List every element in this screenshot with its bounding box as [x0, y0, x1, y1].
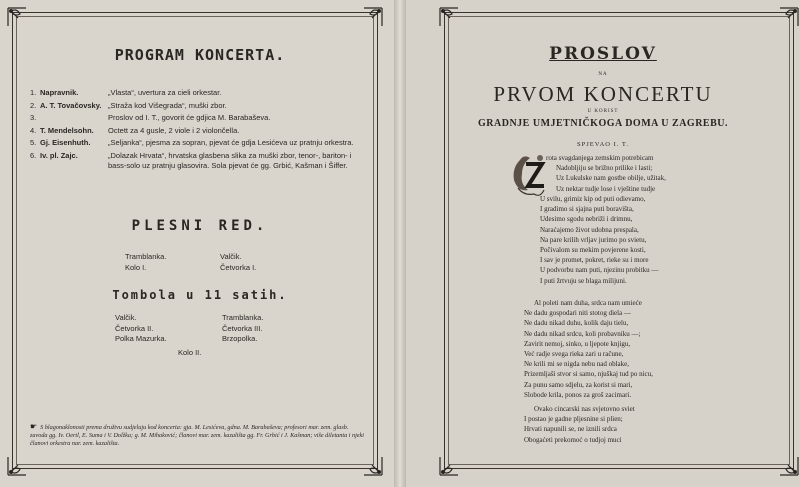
dances-before-col1: [125, 252, 166, 273]
poem-stanza-1: [546, 153, 666, 194]
ornament-corner-icon: [362, 6, 384, 28]
program-item: [30, 113, 360, 124]
poem-line: Slobode krila, ponos za groš zacimari.: [524, 390, 632, 399]
poem-line: Al poleti nam duha, srdca nam umieće: [534, 299, 642, 307]
program-item: [30, 126, 360, 137]
dance-item: Četvorka I.: [220, 262, 257, 272]
program-item: [30, 151, 360, 172]
program-num: 5.: [30, 138, 37, 147]
dance-item: Kolo I.: [125, 262, 147, 272]
page-fold: [394, 0, 406, 487]
poem-line: Udesimo sgodu nebriži i drimnu,: [540, 215, 633, 224]
dance-item: Polka Mazurka.: [115, 334, 167, 343]
program-work: Proslov od I. T., govorit će gdjica M. Barabaševa.: [108, 113, 271, 122]
dance-item: Četvorka III.: [222, 323, 263, 333]
program-work: „Dolazak Hrvata“, hrvatska glasbena slika za muški zbor, tenor-, bariton- i bass-solo uz pratnju glasovira. Sola pjevat će gg. Grbić, Kašman i Šiffer.: [108, 150, 352, 170]
ornament-corner-icon: [6, 6, 28, 28]
poem-line: Već radje svega rieka zari u račune,: [524, 350, 624, 359]
cause-title: GRADNJE UMJETNIČKOGA DOMA U ZAGREBU.: [478, 118, 728, 129]
program-work: „Vlasta“, uvertura za cieli orkestar.: [108, 88, 222, 97]
poem-line: U podvorbu nam puti, njezinu probitku —: [540, 266, 659, 275]
poem-line: Obogaćeti prekomoć o tudjoj muci: [524, 435, 622, 444]
poem-line: Hrvati napunili se, ne iznili srdca: [524, 425, 617, 434]
poem-line: Na pare krilih vrljav jurimo po svietu,: [540, 235, 647, 244]
poem-line: Ne krili mi se nigda nebu nad oblake,: [524, 360, 629, 369]
program-work: Octett za 4 gusle, 2 viole i 2 violončella.: [108, 125, 240, 135]
poem-line: Nadobljiju se brižno prilike i lasti;: [556, 164, 653, 173]
dance-item: Tramblanka.: [125, 252, 167, 261]
dance-item: Tramblanka.: [222, 313, 264, 322]
dance-item: Brzopolka.: [222, 334, 258, 343]
poem-line: I gradimo si sjajna puti boravišta,: [540, 205, 634, 214]
program-num: 2.: [30, 100, 37, 110]
poem-line: U svilu, grimiz kip od puti odievamo,: [540, 195, 646, 203]
dances-before-col2: [220, 252, 256, 273]
poem-line: Uz Lukulske nam gostbe obilje, užitak,: [556, 174, 666, 183]
poem-line: Zavirit nemoj, sinko, u ljepote knjigu,: [524, 339, 631, 348]
poem-line: Uz nektar tudje lose i vještine tudje: [556, 184, 656, 193]
poem-stanza-2: [524, 298, 653, 400]
poem-line: Naraćajemo život udobna prespala,: [540, 225, 639, 234]
left-inner-border: [16, 16, 374, 465]
footnote-text: S blagonaklonosti prema družtvu sudjeluju kod koncerta: gja. M. Lesićeva, gdna. M. Barabaševa; profesori mar. zem. glasb. zavoda gg. Iv. Oertl, E. Suma i V. Dolžka; g. M. Mihaković; članovi mar. zem. kazališta gg. Fr. Grbić i J. Kašman; više diletanta i njeki članovi orkestra nar. zem. kazališta.: [30, 424, 365, 447]
program-composer: [40, 113, 108, 124]
small-na: NA: [598, 72, 608, 77]
program-title: PROGRAM KONCERTA.: [114, 46, 286, 64]
dance-item: Valčik.: [220, 252, 242, 261]
footnote: [30, 423, 365, 448]
poem-stanza-1b: [540, 194, 658, 286]
ornament-corner-icon: [778, 6, 800, 28]
program-work: „Seljanka“, pjesma za sopran, pjevat će gdja Lesićeva uz pratnju orkestra.: [108, 138, 354, 147]
tombola-heading: Tombola u 11 satih.: [112, 288, 288, 302]
dance-title: PLESNI RED.: [131, 218, 269, 234]
program-item: [30, 88, 360, 99]
program-composer: A. T. Tovačovsky.: [40, 100, 102, 110]
program-item: [30, 101, 360, 112]
program-work: „Straža kod Višegrada“, muški zbor.: [108, 100, 227, 110]
poem-line: Ovako cincarski nas svjetovno sviet: [534, 405, 635, 413]
poem-line: Za punu samo sdjelu, za korist si mari,: [524, 380, 633, 389]
ornament-corner-icon: [438, 6, 460, 28]
program-item: [30, 138, 360, 149]
right-page: [406, 0, 800, 487]
program-num: 1.: [30, 88, 37, 97]
dance-item: Valčik.: [115, 313, 137, 322]
poem-line: Ne dadu gospodari niti stotog diela —: [524, 309, 631, 318]
poem-line: Prizemljaši stvor si samo, njuškaj tud po nicu,: [524, 370, 653, 379]
dance-final: Kolo II.: [178, 348, 202, 357]
left-page: [0, 0, 394, 487]
program-list: [30, 88, 360, 174]
poem-line: Ne dadu nikad duhu, kolik daju tielu,: [524, 319, 629, 328]
dances-after-col2: [222, 313, 263, 345]
program-composer: Gj. Eisenhuth.: [40, 138, 91, 147]
dance-item: Četvorka II.: [115, 323, 154, 333]
dances-after-col1: [115, 313, 167, 345]
ornament-corner-icon: [778, 455, 800, 477]
poem-line: I postao je gadne pljesnine si plien;: [524, 415, 623, 424]
poem-line: I puti žrtvuju se blaga milijuni.: [540, 276, 627, 285]
program-num: 3.: [30, 113, 37, 122]
poem-stanza-3: [524, 404, 635, 445]
program-composer: Napravnik.: [40, 88, 79, 97]
pointing-hand-icon: ☛: [30, 422, 38, 431]
concert-title: PRVOM KONCERTU: [493, 82, 713, 106]
author-line: SPJEVAO I. T.: [576, 141, 629, 148]
poem-line: I sav je promet, pokret, rieke su i more: [540, 256, 649, 265]
proslov-title: PROSLOV: [549, 44, 657, 64]
program-num: 4.: [30, 125, 37, 135]
ornamental-initial-z-icon: [510, 150, 550, 200]
program-composer: T. Mendelsohn.: [40, 125, 94, 135]
ornament-corner-icon: [438, 455, 460, 477]
poem-line: Ne dadu nikad srdcu, koli probavniku —;: [524, 329, 641, 338]
ornament-corner-icon: [6, 455, 28, 477]
poem-line: rota svagdanjega zemskim potrebicam: [546, 154, 654, 162]
program-num: 6.: [30, 150, 37, 160]
ornament-corner-icon: [362, 455, 384, 477]
small-u-korist: U KORIST: [587, 109, 619, 114]
program-composer: Iv. pl. Zajc.: [40, 150, 78, 160]
poem-line: Počivalom su mekim povjerene kosti,: [540, 246, 646, 255]
